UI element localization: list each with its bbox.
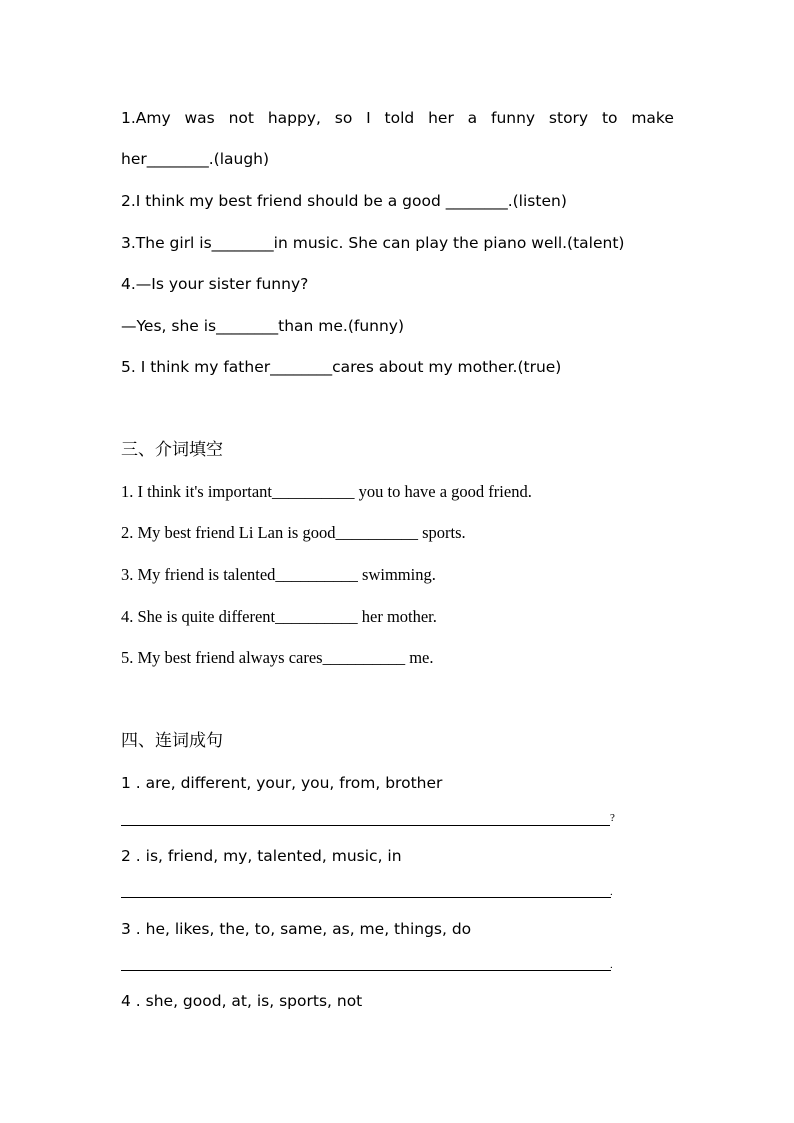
s4-item-2-answer-line	[121, 897, 611, 898]
word: not	[228, 109, 254, 127]
word: told	[384, 109, 415, 127]
s4-item-2-prompt: 2 . is, friend, my, talented, music, in	[121, 847, 402, 865]
s2-question-2: 2.I think my best friend should be a good ________.(listen)	[121, 192, 567, 210]
s3-item-1: 1. I think it's important__________ you to have a good friend.	[121, 482, 532, 501]
s4-item-1-prompt: 1 . are, different, your, you, from, brother	[121, 774, 443, 792]
word: 1.Amy	[121, 109, 171, 127]
s2-question-4: 4.—Is your sister funny?	[121, 275, 309, 293]
s2-question-4-answer: —Yes, she is________than me.(funny)	[121, 317, 405, 335]
word: so	[334, 109, 353, 127]
s2-question-5: 5. I think my father________cares about my mother.(true)	[121, 358, 562, 376]
s4-item-4-prompt: 4 . she, good, at, is, sports, not	[121, 992, 363, 1010]
word: I	[366, 109, 371, 127]
s3-item-4: 4. She is quite different__________ her mother.	[121, 607, 437, 626]
word: was	[184, 109, 215, 127]
word: her	[428, 109, 454, 127]
s3-item-5: 5. My best friend always cares__________ me.	[121, 648, 434, 667]
s4-item-3-end-mark: .	[610, 959, 613, 971]
s2-question-1-continued: her________.(laugh)	[121, 150, 270, 168]
s4-item-3-answer-line	[121, 970, 611, 971]
word: make	[631, 109, 674, 127]
s2-question-1	[121, 108, 674, 128]
s4-item-1-end-mark: ?	[610, 812, 615, 824]
s3-item-2: 2. My best friend Li Lan is good__________ sports.	[121, 523, 466, 542]
word: funny	[490, 109, 536, 127]
s4-item-2-end-mark: .	[610, 886, 613, 898]
word: a	[467, 109, 478, 127]
word: happy,	[267, 109, 321, 127]
word: to	[601, 109, 618, 127]
s3-item-3: 3. My friend is talented__________ swimming.	[121, 565, 436, 584]
word: story	[548, 109, 589, 127]
s4-item-1-answer-line	[121, 825, 610, 826]
s2-question-3: 3.The girl is________in music. She can play the piano well.(talent)	[121, 234, 625, 252]
s4-item-3-prompt: 3 . he, likes, the, to, same, as, me, things, do	[121, 920, 472, 938]
section-4-title: 四、连词成句	[121, 731, 223, 750]
section-3-title: 三、介词填空	[121, 440, 223, 459]
